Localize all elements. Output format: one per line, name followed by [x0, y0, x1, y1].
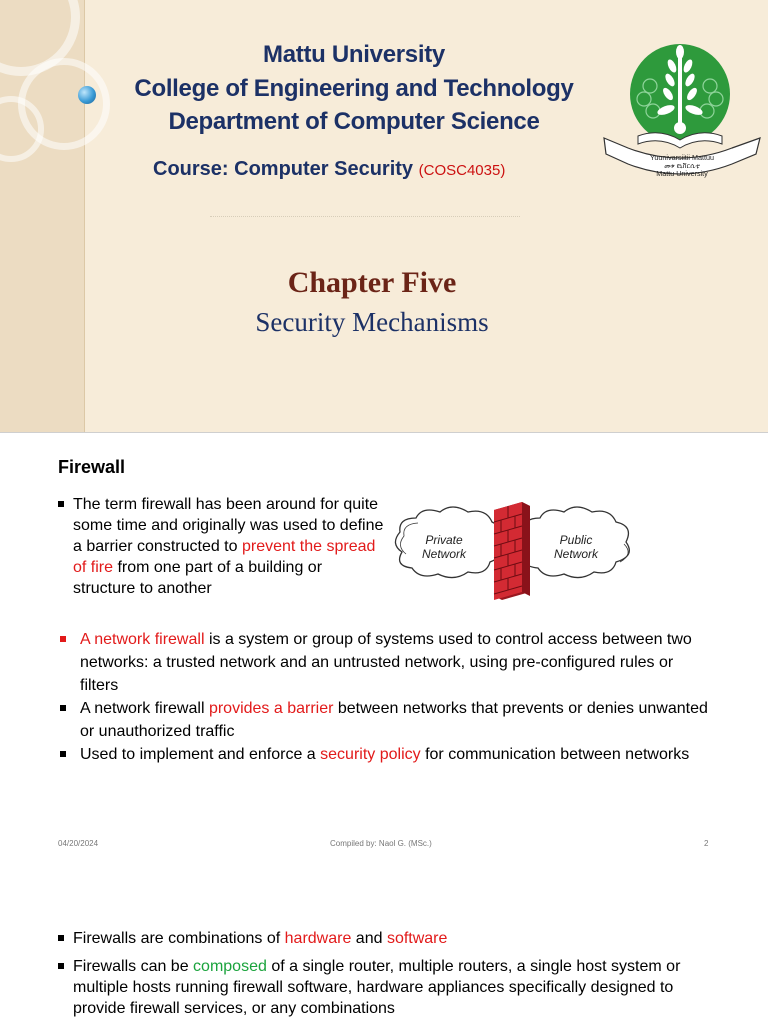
bullet-text: Used to implement and enforce a: [80, 746, 321, 763]
square-bullet-icon: [60, 705, 66, 711]
para-text: from one part of a building or structure to another: [73, 559, 323, 597]
svg-text:Private: Private: [425, 533, 463, 547]
para-text: The term firewall has been around for quite some time and originally was used to define a barrier constructed to: [73, 496, 384, 555]
svg-text:Network: Network: [421, 547, 467, 561]
decorative-strip: [0, 0, 85, 432]
square-bullet-icon: [58, 963, 64, 969]
bullet-text: is a system or group of systems used to control access between two networks: a trusted network and an untrusted network, using pre-configured rules or filters: [80, 631, 692, 694]
footer-date: 04/20/2024: [58, 839, 99, 848]
public-network-cloud: [519, 507, 629, 578]
logo-text-line2: መቱ ዩኒቨርሲቲ: [664, 162, 700, 170]
brick-firewall-icon: [494, 502, 530, 600]
department-name: Department of Computer Science: [168, 108, 540, 135]
bullet-highlight-green: composed: [193, 958, 267, 975]
footer-page-number: 2: [704, 839, 709, 848]
university-seal-logo: [598, 36, 768, 186]
list-item: [58, 928, 718, 949]
logo-text-line1: Yuunivarsiitii Mattuu: [650, 153, 714, 162]
list-item: [58, 956, 718, 1019]
course-label: Course: Computer Security: [153, 158, 414, 180]
bullet-text: Firewalls can be: [73, 958, 194, 975]
logo-text-line3: Mattu University: [656, 169, 708, 178]
university-name: Mattu University: [263, 41, 445, 68]
square-bullet-icon: [58, 501, 64, 507]
slide-separator: [0, 432, 768, 433]
chapter-subtitle: Security Mechanisms: [255, 307, 489, 337]
course-title: [153, 158, 505, 181]
square-bullet-icon: [60, 636, 66, 642]
slide-title: Firewall: [58, 457, 126, 477]
firewall-diagram: [388, 492, 640, 604]
title-slide: [0, 0, 768, 432]
list-item: [58, 697, 708, 743]
list-item: [58, 628, 708, 697]
svg-text:Network: Network: [553, 547, 599, 561]
college-name: College of Engineering and Technology: [134, 75, 574, 102]
bullet-text: and: [351, 930, 387, 947]
para-highlight: prevent the spread of fire: [73, 538, 376, 576]
bullet-text: of a single router, multiple routers, a single host system or multiple hosts running firewall software, hardware appliances specifically designed to provide firewall services, or any combinations: [73, 958, 681, 1017]
course-code: (COSC4035): [418, 162, 506, 179]
faint-divider: [210, 216, 520, 218]
bullet-text: A network firewall: [80, 700, 209, 717]
firewall-bullet-list: [58, 628, 708, 766]
bullet-highlight: security policy: [320, 746, 421, 763]
bullet-text: between networks that prevents or denies unwanted or unauthorized traffic: [80, 700, 708, 740]
bullet-text: for communication between networks: [420, 746, 690, 763]
bullet-highlight: hardware: [284, 930, 352, 947]
list-item: [58, 743, 708, 766]
firewall-definition-bullet: [58, 494, 388, 599]
square-bullet-icon: [60, 751, 66, 757]
chapter-title: Chapter Five: [287, 266, 457, 299]
bullet-highlight: provides a barrier: [208, 700, 334, 717]
svg-text:Public: Public: [559, 533, 593, 547]
bullet-highlight: software: [386, 930, 448, 947]
bullet-highlight: A network firewall: [80, 631, 205, 648]
square-bullet-icon: [58, 935, 64, 941]
private-network-cloud: [395, 507, 500, 578]
footer-author: Compiled by: Naol G. (MSc.): [330, 839, 432, 848]
slide3-bullet-list: [58, 928, 718, 1026]
bullet-text: Firewalls are combinations of: [73, 930, 285, 947]
